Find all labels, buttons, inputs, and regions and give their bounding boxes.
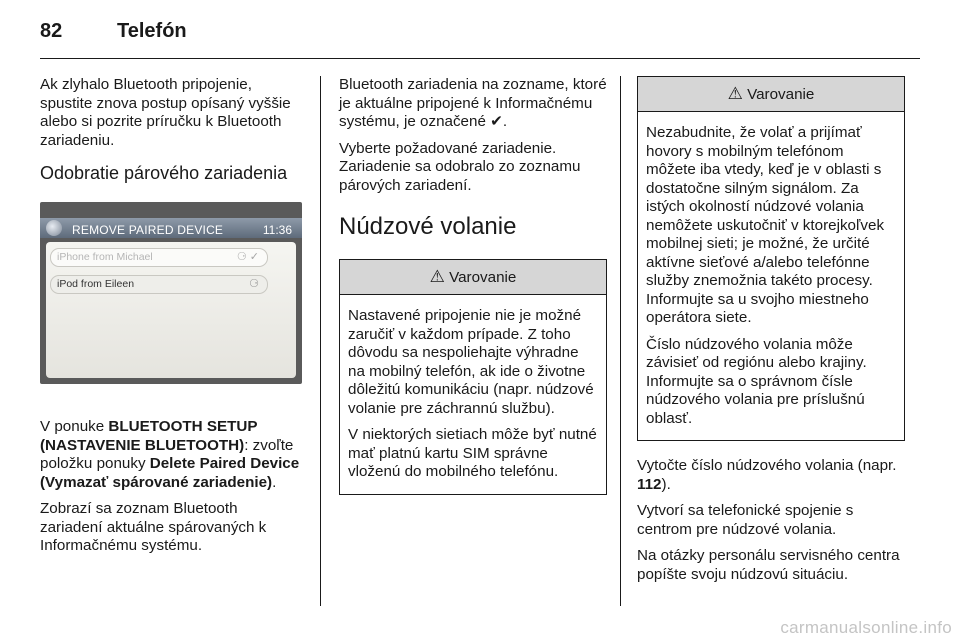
page-header — [0, 0, 960, 56]
warning-box — [637, 76, 905, 441]
list-item — [50, 275, 268, 294]
text: V ponuke — [40, 418, 109, 435]
device-status-icons — [237, 249, 259, 266]
text: Bluetooth zariadenia na zozname, ktoré je aktuálne pripojené k Informačnému systému, je označené — [339, 76, 607, 130]
paragraph: Číslo núdzového volania môže závisieť od regiónu alebo krajiny. Informujte sa o správnom čísle núdzového volania pre príslušnú oblasť. — [646, 335, 867, 427]
paragraph — [40, 418, 302, 492]
device-list — [46, 242, 296, 378]
warning-body — [340, 295, 606, 494]
warning-title: Varovanie — [449, 269, 517, 286]
text: . — [502, 113, 508, 130]
page-number: 82 — [40, 20, 63, 42]
warning-icon: ⚠ — [429, 267, 445, 286]
device-status-icons — [249, 276, 259, 293]
menu-item-name: Delete Paired Device (Vymazať spárované zariadenie) — [40, 455, 300, 491]
paragraph: Zobrazí sa zoznam Bluetooth zariadení aktuálne spárovaných k Informačnému systému. — [40, 500, 267, 554]
warning-title: Varovanie — [747, 86, 815, 103]
device-name: iPhone from Michael — [57, 251, 153, 263]
paragraph: Na otázky personálu servisného centra popíšte svoju núdzovú situáciu. — [637, 547, 900, 583]
warning-body — [638, 112, 904, 440]
screen-clock: 11:36 — [262, 223, 292, 237]
screen-title-bar — [40, 218, 302, 238]
text: . — [272, 473, 277, 491]
paragraph: Nezabudnite, že volať a prijímať hovory s mobilným telefónom môžete iba vtedy, keď je v oblasti s dostatočne silným signálom. Za istých okolností núdzové volania nemôžete uskutočniť v ktorejkoľvek mobilnej sieti; je možné, že určité aktívne sieťové a/alebo telefónne služby znemožnia takéto procesy. Informujte sa u svojho miestneho operátora siete. — [646, 124, 885, 326]
column-right — [637, 76, 905, 592]
paragraph: V niektorých sietiach môže byť nutné mať platnú kartu SIM správne vloženú do mobilného telefónu. — [348, 426, 597, 480]
paragraph — [339, 76, 607, 132]
phone-icon: ⚆ — [236, 251, 247, 263]
checkmark-icon: ✔ — [490, 113, 503, 130]
chapter-title: Telefón — [117, 20, 187, 42]
column-left — [40, 76, 302, 564]
watermark: carmanualsonline.info — [780, 618, 952, 637]
column-divider — [620, 76, 621, 606]
brand-logo-icon — [46, 220, 62, 236]
column-divider — [320, 76, 321, 606]
paragraph: Vytvorí sa telefonické spojenie s centrom pre núdzové volania. — [637, 502, 854, 538]
text: ). — [661, 475, 671, 493]
infotainment-screen — [40, 202, 302, 384]
warning-header — [340, 260, 606, 295]
warning-header — [638, 77, 904, 112]
section-heading-emergency-call: Núdzové volanie — [339, 213, 517, 240]
check-icon: ✓ — [249, 251, 259, 263]
menu-name: BLUETOOTH SETUP (NASTAVENIE BLUETOOTH) — [40, 418, 258, 454]
warning-icon: ⚠ — [727, 84, 743, 103]
text: Vytočte číslo núdzového volania (napr. — [637, 457, 897, 474]
device-name: iPod from Eileen — [57, 278, 135, 290]
paragraph: Nastavené pripojenie nie je možné zaručiť v každom prípade. Z toho dôvodu sa nespoliehajte výhradne na mobilný telefón, ak ide o životne dôležitú komunikáciu (napr. núdzové volanie pre záchrannú službu). — [348, 307, 594, 417]
screen-title: REMOVE PAIRED DEVICE — [72, 223, 224, 237]
paragraph: Ak zlyhalo Bluetooth pripojenie, spustite znova postup opísaný vyššie alebo si pozrite príručku k Bluetooth zariadeniu. — [40, 76, 291, 149]
text: : zvoľte položku ponuky — [40, 436, 294, 472]
paragraph — [637, 457, 905, 494]
emergency-number: 112 — [637, 475, 662, 493]
warning-box — [339, 259, 607, 495]
list-item — [50, 248, 268, 267]
section-heading-remove-paired: Odobratie párového zariadenia — [40, 163, 288, 183]
paragraph: Vyberte požadované zariadenie. Zariadenie sa odobralo zo zoznamu párových zariadení. — [339, 139, 581, 194]
music-player-icon: ⚆ — [249, 278, 259, 290]
header-divider — [40, 58, 920, 59]
column-middle — [339, 76, 607, 511]
